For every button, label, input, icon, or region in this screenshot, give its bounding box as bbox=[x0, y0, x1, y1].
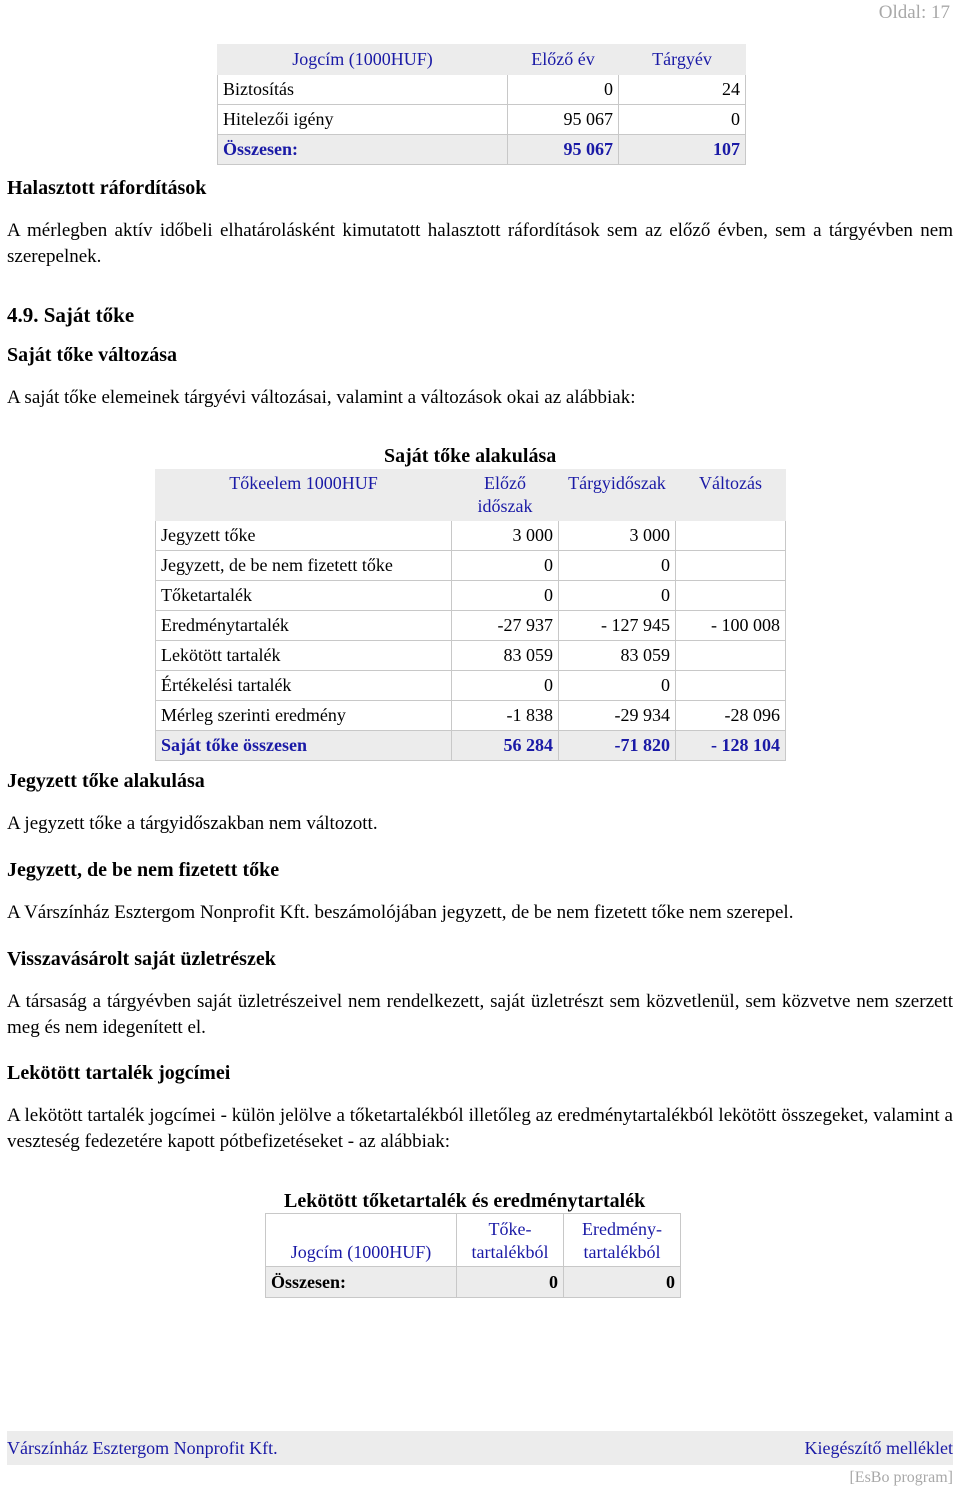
paragraph-equity-intro: A saját tőke elemeinek tárgyévi változásai, valamint a változások okai az alábbiak: bbox=[7, 387, 636, 408]
current-value: 83 059 bbox=[559, 641, 676, 671]
table-header-row bbox=[156, 470, 786, 521]
equity-table bbox=[155, 469, 786, 761]
col-header-element: Tőkeelem 1000HUF bbox=[156, 470, 452, 521]
total-label: Összesen: bbox=[266, 1267, 457, 1298]
prev-value: -1 838 bbox=[452, 701, 559, 731]
paragraph-unpaid: A Várszínház Esztergom Nonprofit Kft. beszámolójában jegyzett, de be nem fizetett tőke nem szerepel. bbox=[7, 902, 794, 923]
total-prev: 95 067 bbox=[508, 135, 619, 165]
row-label: Lekötött tartalék bbox=[156, 641, 452, 671]
change-value: - 100 008 bbox=[676, 611, 786, 641]
col-header-prev-year: Előző év bbox=[508, 45, 619, 75]
prev-value: 0 bbox=[452, 581, 559, 611]
current-value: -29 934 bbox=[559, 701, 676, 731]
total-row bbox=[218, 135, 746, 165]
change-value bbox=[676, 521, 786, 551]
paragraph-reserve: A lekötött tartalék jogcímei - külön jelölve a tőketartalékból illetőleg az eredménytartalékból lekötött összegeket, valamint a veszteség fedezetére kapott pótbefizetéseket - az alábbiak: bbox=[7, 1105, 953, 1152]
total-capital-reserve: 0 bbox=[457, 1267, 564, 1298]
table-header-row bbox=[218, 45, 746, 75]
page-number: Oldal: 17 bbox=[878, 2, 950, 23]
change-value bbox=[676, 671, 786, 701]
total-current: -71 820 bbox=[559, 731, 676, 761]
equity-table-title: Saját tőke alakulása bbox=[384, 445, 557, 467]
prev-value: 0 bbox=[452, 671, 559, 701]
row-label: Mérleg szerinti eredmény bbox=[156, 701, 452, 731]
deferred-expenses-table bbox=[217, 44, 746, 165]
total-change: - 128 104 bbox=[676, 731, 786, 761]
footer-program: [EsBo program] bbox=[849, 1469, 953, 1486]
heading-buyback: Visszavásárolt saját üzletrészek bbox=[7, 948, 276, 970]
footer-company: Várszínház Esztergom Nonprofit Kft. bbox=[7, 1438, 278, 1458]
row-label: Hitelezői igény bbox=[218, 105, 508, 135]
table-row bbox=[218, 75, 746, 105]
reserve-table bbox=[265, 1213, 681, 1298]
heading-reserve: Lekötött tartalék jogcímei bbox=[7, 1062, 231, 1084]
total-current: 107 bbox=[619, 135, 746, 165]
table-row bbox=[156, 581, 786, 611]
row-label: Eredménytartalék bbox=[156, 611, 452, 641]
table-header-row bbox=[266, 1214, 681, 1267]
col-header-change: Változás bbox=[676, 470, 786, 521]
current-value: 0 bbox=[559, 671, 676, 701]
table-row bbox=[156, 701, 786, 731]
heading-deferred-expenses: Halasztott ráfordítások bbox=[7, 177, 207, 199]
col-header-current-period: Tárgyidőszak bbox=[559, 470, 676, 521]
col-header-capital-reserve: Tőke-tartalékból bbox=[457, 1214, 564, 1267]
current-value: 3 000 bbox=[559, 521, 676, 551]
total-row bbox=[266, 1267, 681, 1298]
row-label: Értékelési tartalék bbox=[156, 671, 452, 701]
section-title: 4.9. Saját tőke bbox=[7, 303, 135, 327]
heading-subscribed-capital: Jegyzett tőke alakulása bbox=[7, 770, 205, 792]
footer-doc-title: Kiegészítő melléklet bbox=[804, 1438, 953, 1458]
row-label: Jegyzett tőke bbox=[156, 521, 452, 551]
col-header-profit-reserve: Eredmény-tartalékból bbox=[564, 1214, 681, 1267]
total-row bbox=[156, 731, 786, 761]
paragraph-deferred: A mérlegben aktív időbeli elhatárolásként kimutatott halasztott ráfordítások sem az előző évben, sem a tárgyévben nem szerepelnek. bbox=[7, 220, 953, 267]
prev-value: 0 bbox=[452, 551, 559, 581]
heading-unpaid-capital: Jegyzett, de be nem fizetett tőke bbox=[7, 859, 280, 881]
change-value bbox=[676, 641, 786, 671]
prev-value: 95 067 bbox=[508, 105, 619, 135]
row-label: Jegyzett, de be nem fizetett tőke bbox=[156, 551, 452, 581]
table-row bbox=[218, 105, 746, 135]
col-header-prev-period: Előző időszak bbox=[452, 470, 559, 521]
paragraph-subscribed: A jegyzett tőke a tárgyidőszakban nem változott. bbox=[7, 813, 378, 834]
heading-equity-change: Saját tőke változása bbox=[7, 344, 177, 366]
table-row bbox=[156, 671, 786, 701]
total-prev: 56 284 bbox=[452, 731, 559, 761]
current-value: 0 bbox=[559, 551, 676, 581]
table-row bbox=[156, 611, 786, 641]
table-row bbox=[156, 551, 786, 581]
change-value bbox=[676, 551, 786, 581]
total-profit-reserve: 0 bbox=[564, 1267, 681, 1298]
reserve-table-title: Lekötött tőketartalék és eredménytartalék bbox=[284, 1190, 646, 1212]
table-row bbox=[156, 521, 786, 551]
col-header-title: Jogcím (1000HUF) bbox=[266, 1214, 457, 1267]
page-footer bbox=[7, 1431, 953, 1465]
row-label: Biztosítás bbox=[218, 75, 508, 105]
paragraph-buyback: A társaság a tárgyévben saját üzletrészeivel nem rendelkezett, saját üzletrészt sem közvetlenül, sem közvetve nem szerzett meg és nem idegenített el. bbox=[7, 991, 953, 1038]
prev-value: -27 937 bbox=[452, 611, 559, 641]
change-value bbox=[676, 581, 786, 611]
col-header-title: Jogcím (1000HUF) bbox=[218, 45, 508, 75]
col-header-current-year: Tárgyév bbox=[619, 45, 746, 75]
total-label: Összesen: bbox=[218, 135, 508, 165]
current-value: 0 bbox=[559, 581, 676, 611]
prev-value: 3 000 bbox=[452, 521, 559, 551]
change-value: -28 096 bbox=[676, 701, 786, 731]
row-label: Tőketartalék bbox=[156, 581, 452, 611]
prev-value: 83 059 bbox=[452, 641, 559, 671]
total-label: Saját tőke összesen bbox=[156, 731, 452, 761]
prev-value: 0 bbox=[508, 75, 619, 105]
current-value: 0 bbox=[619, 105, 746, 135]
current-value: 24 bbox=[619, 75, 746, 105]
table-row bbox=[156, 641, 786, 671]
current-value: - 127 945 bbox=[559, 611, 676, 641]
